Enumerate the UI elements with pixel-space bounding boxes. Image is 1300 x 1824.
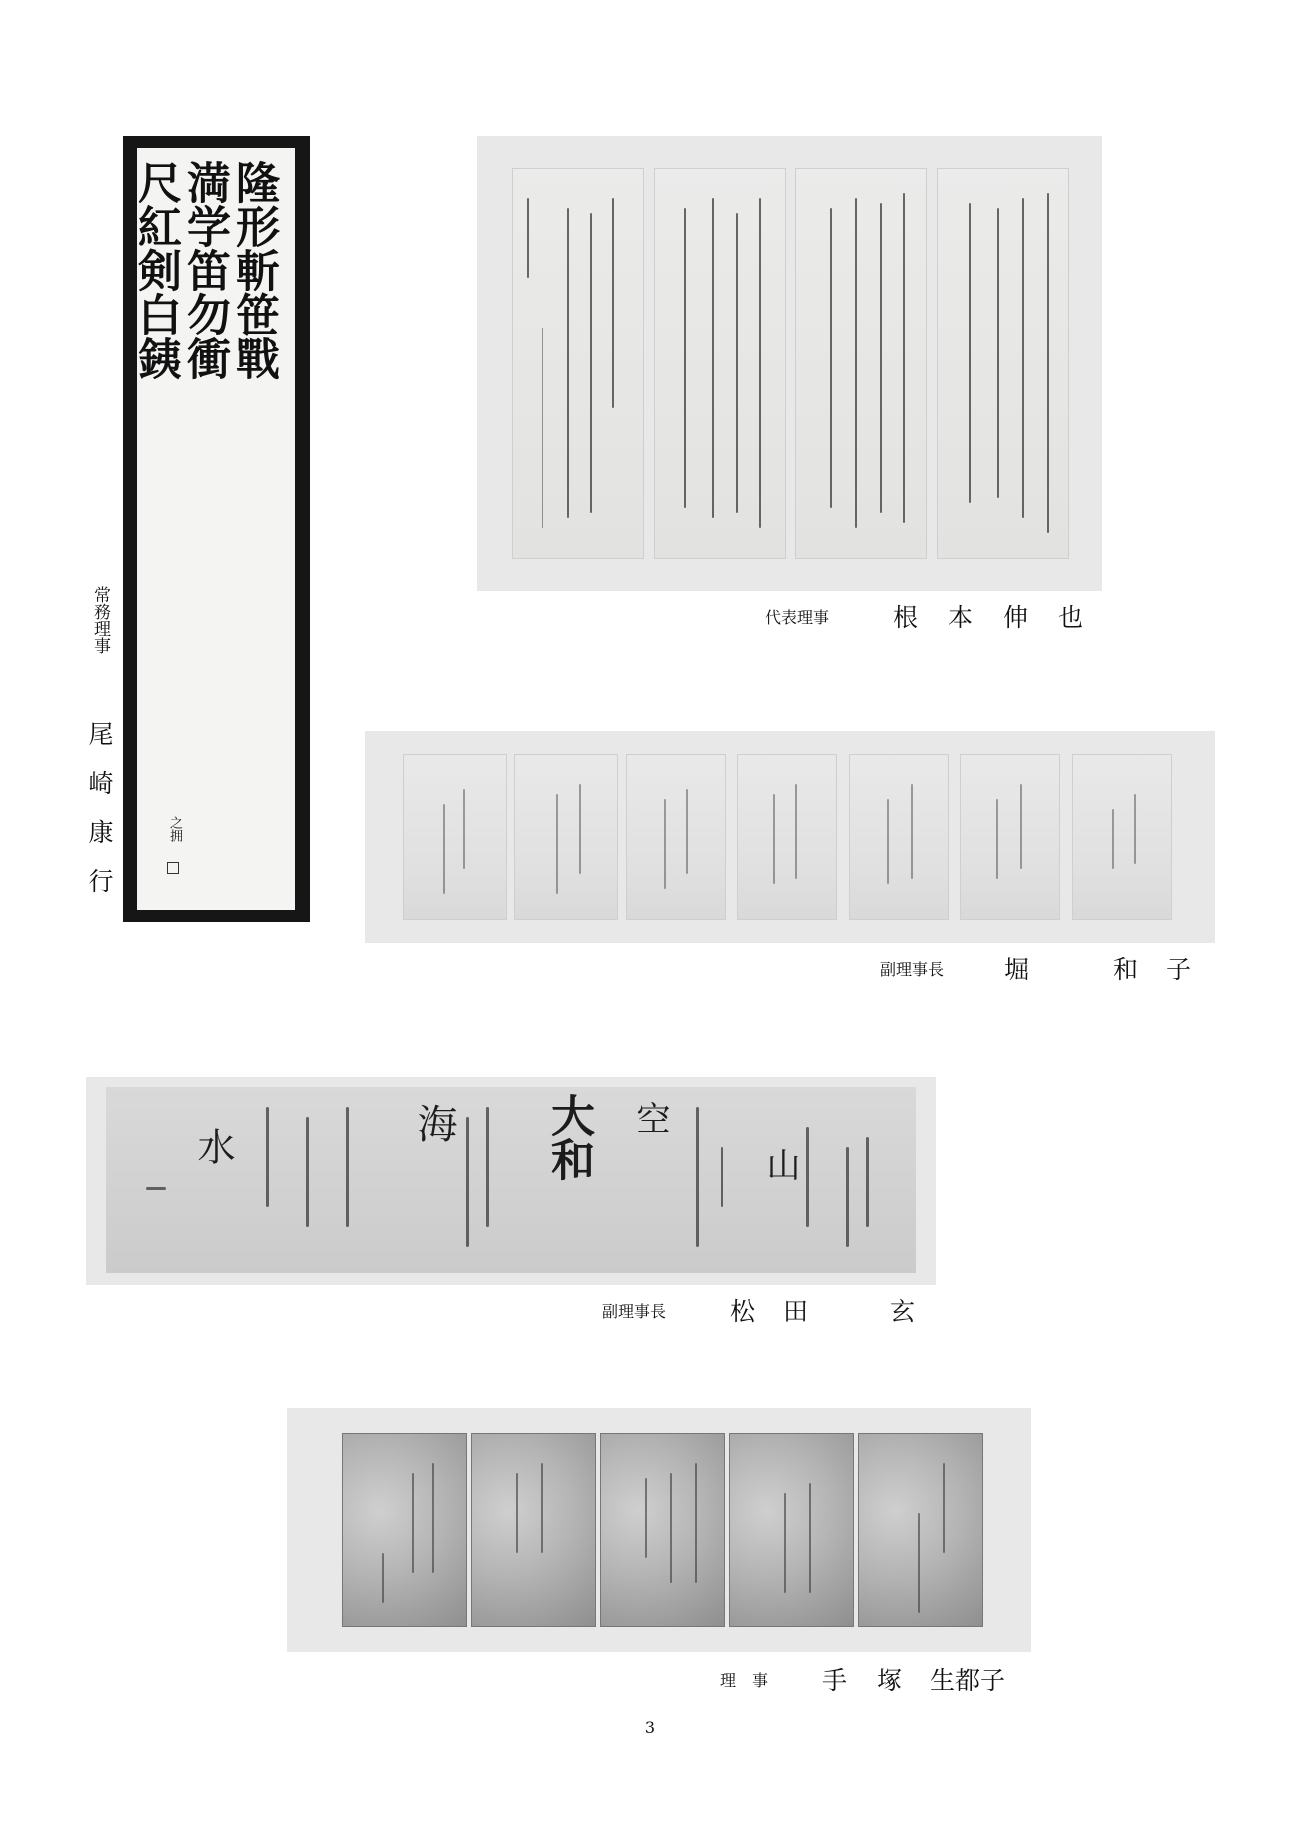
ink-stroke	[695, 1463, 697, 1583]
ink-stroke	[880, 203, 882, 513]
name-char: 塚	[877, 1666, 903, 1695]
ink-stroke	[556, 794, 558, 894]
ink-stroke	[466, 1117, 469, 1247]
calligraphy-panel	[937, 168, 1069, 559]
shikishi-panel	[960, 754, 1060, 920]
seal-column-1: 隆形斬笹戰	[228, 160, 279, 380]
ink-stroke	[696, 1107, 699, 1247]
ink-stroke	[645, 1478, 647, 1558]
shikishi-panel	[1072, 754, 1172, 920]
ink-stroke	[773, 794, 775, 884]
ink-stroke	[486, 1107, 489, 1227]
ink-stroke	[346, 1107, 349, 1227]
ink-stroke	[463, 789, 465, 869]
page-number: 3	[644, 1718, 656, 1737]
ink-stroke	[527, 198, 529, 278]
name-char: 伸	[1002, 603, 1028, 632]
name-char: 根	[893, 603, 919, 632]
ink-stroke	[759, 198, 761, 528]
ink-stroke	[412, 1473, 414, 1573]
ink-glyph: 山	[760, 1147, 800, 1181]
shikishi-panel	[849, 754, 949, 920]
ink-stroke	[996, 799, 998, 879]
seal-column-3: 尺紅剣白銕	[130, 160, 181, 380]
ink-stroke	[830, 208, 832, 508]
ink-stroke	[266, 1107, 269, 1207]
ink-stroke	[712, 198, 714, 518]
name-char: 田	[783, 1297, 809, 1326]
calligraphy-panel	[600, 1433, 725, 1627]
name-char: 尾	[88, 720, 114, 749]
ink-stroke	[943, 1463, 945, 1553]
name-char: 行	[88, 867, 114, 896]
ink-stroke	[887, 799, 889, 884]
ink-stroke	[684, 208, 686, 508]
name-char: 本	[947, 603, 973, 632]
name-char: 堀	[1004, 955, 1030, 984]
calligraphy-panel	[729, 1433, 854, 1627]
ink-glyph: 空	[630, 1101, 670, 1135]
shikishi-panel	[403, 754, 507, 920]
ink-stroke	[516, 1473, 518, 1553]
calligraphy-panel	[795, 168, 927, 559]
artist-signature: 之拥	[167, 816, 182, 842]
name-char: 和	[1113, 955, 1139, 984]
ink-stroke	[736, 213, 738, 513]
ink-stroke	[612, 198, 614, 408]
ink-glyph: 大和	[543, 1093, 594, 1181]
work-photo-nemoto	[477, 136, 1102, 591]
ink-stroke	[866, 1137, 869, 1227]
ink-stroke	[721, 1147, 723, 1207]
ink-stroke	[795, 784, 797, 879]
ink-stroke	[784, 1493, 786, 1593]
ink-stroke	[969, 203, 971, 503]
horizontal-calligraphy	[106, 1087, 916, 1273]
seal-script-scroll	[123, 136, 310, 922]
ink-stroke	[855, 198, 857, 528]
ink-glyph: 水	[191, 1127, 235, 1165]
ink-stroke	[146, 1187, 166, 1190]
name-char: 松	[730, 1297, 756, 1326]
calligraphy-panel	[342, 1433, 467, 1627]
name-char: 子	[1166, 955, 1192, 984]
name-char: 手	[822, 1666, 848, 1695]
ink-stroke	[432, 1463, 434, 1573]
name-char: 生都子	[930, 1666, 1006, 1695]
ink-stroke	[542, 328, 543, 528]
ink-stroke	[1112, 809, 1114, 869]
caption-role-hori: 副理事長	[880, 960, 945, 979]
shikishi-panel	[737, 754, 837, 920]
seal-column-2: 満学笛勿衝	[179, 160, 230, 380]
name-char: 康	[88, 818, 114, 847]
ink-stroke	[806, 1127, 809, 1227]
ink-stroke	[846, 1147, 849, 1247]
ink-stroke	[997, 208, 999, 498]
ink-stroke	[1047, 193, 1049, 533]
ink-stroke	[670, 1473, 672, 1583]
seal-stamp	[167, 862, 179, 874]
work-photo-hori	[365, 731, 1215, 943]
ink-stroke	[382, 1553, 384, 1603]
ink-stroke	[1134, 794, 1136, 864]
ink-stroke	[1020, 784, 1022, 869]
caption-role-nemoto: 代表理事	[765, 608, 830, 627]
ink-stroke	[306, 1117, 309, 1227]
work-photo-tezuka	[287, 1408, 1031, 1652]
ink-glyph: 海	[411, 1103, 457, 1143]
ink-stroke	[918, 1513, 920, 1613]
ink-stroke	[903, 193, 905, 523]
calligraphy-panel	[654, 168, 786, 559]
name-char: 玄	[890, 1297, 916, 1326]
ink-stroke	[590, 213, 592, 513]
caption-role-ozaki: 常務理事	[90, 586, 110, 654]
ink-stroke	[567, 208, 569, 518]
ink-stroke	[443, 804, 445, 894]
ink-stroke	[664, 799, 666, 889]
work-photo-matsuda	[86, 1077, 936, 1285]
shikishi-panel	[514, 754, 618, 920]
calligraphy-panel	[858, 1433, 983, 1627]
ink-stroke	[1022, 198, 1024, 518]
caption-role-tezuka: 理 事	[720, 1671, 769, 1690]
ink-stroke	[686, 789, 688, 874]
caption-role-matsuda: 副理事長	[602, 1302, 667, 1321]
name-char: 也	[1057, 603, 1083, 632]
scroll-paper	[130, 148, 295, 910]
calligraphy-panel	[512, 168, 644, 559]
ink-stroke	[579, 784, 581, 874]
ink-stroke	[911, 784, 913, 879]
ink-stroke	[809, 1483, 811, 1593]
calligraphy-panel	[471, 1433, 596, 1627]
caption-name-ozaki	[86, 710, 116, 906]
shikishi-panel	[626, 754, 726, 920]
caption-name-nemoto	[893, 598, 1083, 634]
name-char: 崎	[88, 769, 114, 798]
ink-stroke	[541, 1463, 543, 1553]
